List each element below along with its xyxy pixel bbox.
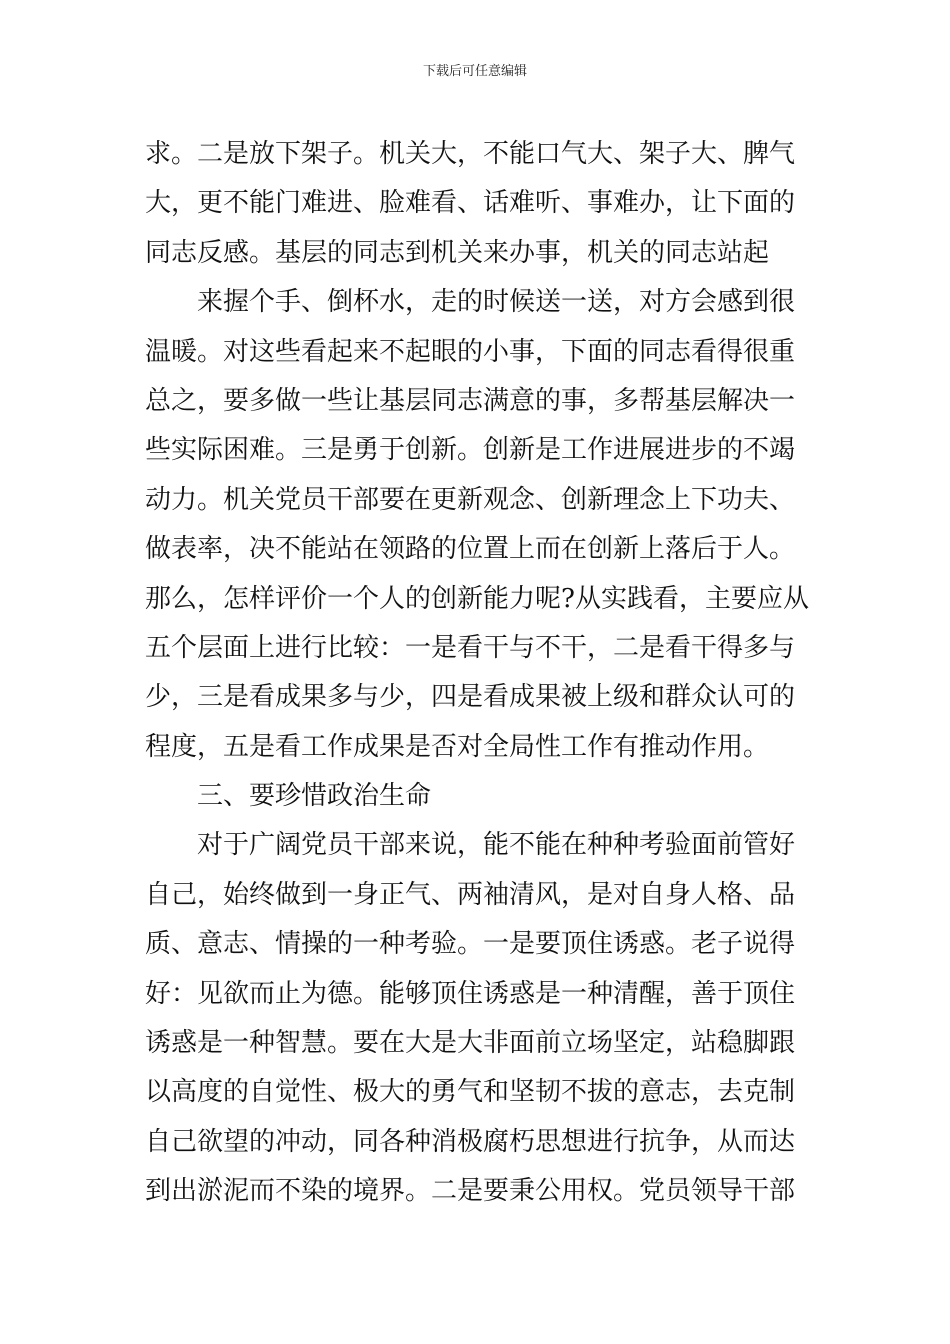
text-line: 做表率，决不能站在领路的位置上而在创新上落后于人。: [145, 534, 796, 565]
text-line: 自己欲望的冲动，同各种消极腐朽思想进行抗争，从而达: [145, 1126, 796, 1157]
section-heading: 三、要珍惜政治生命: [197, 781, 432, 812]
text-line: 程度，五是看工作成果是否对全局性工作有推动作用。: [145, 731, 770, 762]
text-line: 诱惑是一种智慧。要在大是大非面前立场坚定，站稳脚跟: [145, 1028, 796, 1059]
text-line: 质、意志、情操的一种考验。一是要顶住诱惑。老子说得: [145, 929, 796, 960]
document-body: [145, 130, 810, 1217]
text-line: 总之，要多做一些让基层同志满意的事，多帮基层解决一: [145, 385, 796, 416]
text-line: 好：见欲而止为德。能够顶住诱惑是一种清醒，善于顶住: [145, 978, 796, 1009]
text-line: 少，三是看成果多与少，四是看成果被上级和群众认可的: [145, 682, 796, 713]
text-line: 动力。机关党员干部要在更新观念、创新理念上下功夫、: [145, 484, 796, 515]
text-line: 对于广阔党员干部来说，能不能在种种考验面前管好: [197, 830, 796, 861]
text-line: 来握个手、倒杯水，走的时候送一送，对方会感到很: [197, 287, 796, 318]
text-line: 那么，怎样评价一个人的创新能力呢?从实践看，主要应从: [145, 583, 809, 614]
text-line: 些实际困难。三是勇于创新。创新是工作进展进步的不竭: [145, 435, 796, 466]
text-line: 同志反感。基层的同志到机关来办事，机关的同志站起: [145, 237, 770, 268]
text-line: 自己，始终做到一身正气、两袖清风，是对自身人格、品: [145, 879, 796, 910]
text-line: 五个层面上进行比较：一是看干与不干，二是看干得多与: [145, 632, 796, 663]
text-line: 求。二是放下架子。机关大，不能口气大、架子大、脾气: [145, 139, 796, 169]
page-header: 下载后可任意编辑: [422, 64, 527, 79]
text-line: 温暖。对这些看起来不起眼的小事，下面的同志看得很重: [145, 336, 796, 367]
text-line: 到出淤泥而不染的境界。二是要秉公用权。党员领导干部: [145, 1176, 796, 1207]
text-line: 以高度的自觉性、极大的勇气和坚韧不拔的意志，去克制: [145, 1077, 796, 1108]
text-line: 大，更不能门难进、脸难看、话难听、事难办，让下面的: [145, 188, 796, 219]
